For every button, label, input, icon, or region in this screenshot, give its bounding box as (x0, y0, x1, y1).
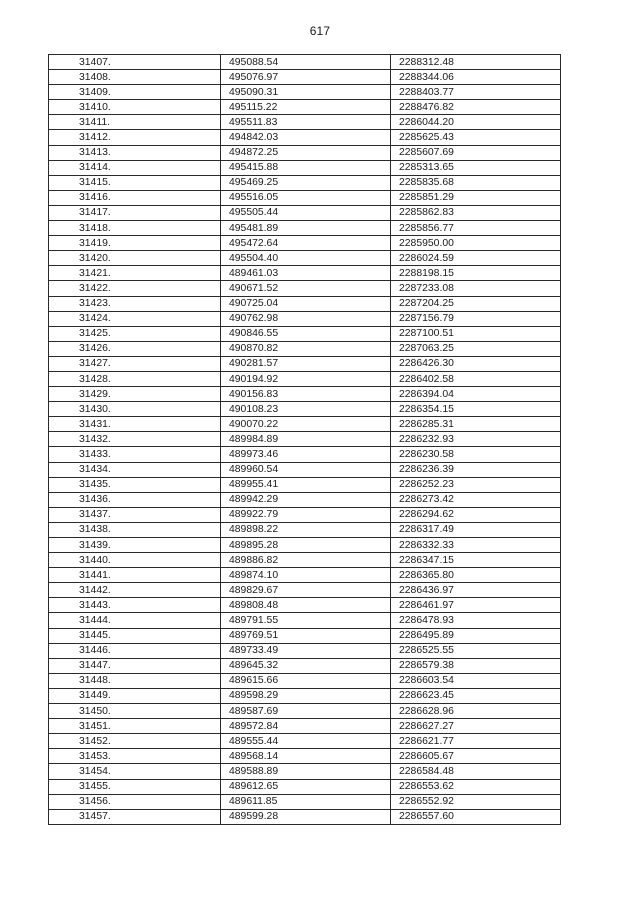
x-coordinate-cell: 495076.97 (221, 70, 391, 85)
y-coordinate-cell: 2286285.31 (391, 417, 561, 432)
table-row (49, 341, 561, 356)
table-row (49, 764, 561, 779)
y-coordinate-cell: 2286495.89 (391, 628, 561, 643)
y-coordinate-cell: 2288312.48 (391, 55, 561, 70)
x-coordinate-cell: 495511.83 (221, 115, 391, 130)
x-coordinate-cell: 490762.98 (221, 311, 391, 326)
x-coordinate-cell: 489611.85 (221, 794, 391, 809)
table-row (49, 568, 561, 583)
point-number-cell: 31407. (49, 55, 221, 70)
x-coordinate-cell: 489588.89 (221, 764, 391, 779)
point-number-cell: 31416. (49, 190, 221, 205)
y-coordinate-cell: 2286236.39 (391, 462, 561, 477)
x-coordinate-cell: 490156.83 (221, 387, 391, 402)
point-number-cell: 31427. (49, 356, 221, 371)
point-number-cell: 31426. (49, 341, 221, 356)
table-row (49, 190, 561, 205)
x-coordinate-cell: 495505.44 (221, 205, 391, 220)
table-row (49, 477, 561, 492)
point-number-cell: 31446. (49, 643, 221, 658)
table-row (49, 70, 561, 85)
y-coordinate-cell: 2286232.93 (391, 432, 561, 447)
y-coordinate-cell: 2285950.00 (391, 236, 561, 251)
x-coordinate-cell: 489645.32 (221, 658, 391, 673)
point-number-cell: 31409. (49, 85, 221, 100)
y-coordinate-cell: 2286579.38 (391, 658, 561, 673)
y-coordinate-cell: 2286436.97 (391, 583, 561, 598)
point-number-cell: 31422. (49, 281, 221, 296)
y-coordinate-cell: 2286426.30 (391, 356, 561, 371)
point-number-cell: 31444. (49, 613, 221, 628)
y-coordinate-cell: 2286584.48 (391, 764, 561, 779)
point-number-cell: 31437. (49, 507, 221, 522)
y-coordinate-cell: 2286317.49 (391, 522, 561, 537)
table-row (49, 130, 561, 145)
x-coordinate-cell: 489572.84 (221, 719, 391, 734)
point-number-cell: 31415. (49, 175, 221, 190)
table-row (49, 658, 561, 673)
x-coordinate-cell: 489555.44 (221, 734, 391, 749)
y-coordinate-cell: 2285607.69 (391, 145, 561, 160)
point-number-cell: 31412. (49, 130, 221, 145)
x-coordinate-cell: 489895.28 (221, 538, 391, 553)
y-coordinate-cell: 2286621.77 (391, 734, 561, 749)
x-coordinate-cell: 489461.03 (221, 266, 391, 281)
y-coordinate-cell: 2286252.23 (391, 477, 561, 492)
x-coordinate-cell: 495481.89 (221, 221, 391, 236)
table-row (49, 402, 561, 417)
x-coordinate-cell: 489599.28 (221, 809, 391, 824)
y-coordinate-cell: 2286623.45 (391, 688, 561, 703)
table-row (49, 613, 561, 628)
table-row (49, 160, 561, 175)
table-row (49, 704, 561, 719)
x-coordinate-cell: 489984.89 (221, 432, 391, 447)
point-number-cell: 31421. (49, 266, 221, 281)
y-coordinate-cell: 2285862.83 (391, 205, 561, 220)
x-coordinate-cell: 489808.48 (221, 598, 391, 613)
table-row (49, 221, 561, 236)
y-coordinate-cell: 2286273.42 (391, 492, 561, 507)
table-row (49, 205, 561, 220)
x-coordinate-cell: 489955.41 (221, 477, 391, 492)
point-number-cell: 31419. (49, 236, 221, 251)
table-row (49, 417, 561, 432)
x-coordinate-cell: 495090.31 (221, 85, 391, 100)
x-coordinate-cell: 494872.25 (221, 145, 391, 160)
y-coordinate-cell: 2286557.60 (391, 809, 561, 824)
y-coordinate-cell: 2287156.79 (391, 311, 561, 326)
y-coordinate-cell: 2286553.62 (391, 779, 561, 794)
table-row (49, 719, 561, 734)
y-coordinate-cell: 2286294.62 (391, 507, 561, 522)
point-number-cell: 31445. (49, 628, 221, 643)
point-number-cell: 31440. (49, 553, 221, 568)
x-coordinate-cell: 489898.22 (221, 522, 391, 537)
y-coordinate-cell: 2287233.08 (391, 281, 561, 296)
y-coordinate-cell: 2286365.80 (391, 568, 561, 583)
y-coordinate-cell: 2285313.65 (391, 160, 561, 175)
point-number-cell: 31410. (49, 100, 221, 115)
x-coordinate-cell: 489829.67 (221, 583, 391, 598)
table-row (49, 673, 561, 688)
point-number-cell: 31451. (49, 719, 221, 734)
y-coordinate-cell: 2286394.04 (391, 387, 561, 402)
x-coordinate-cell: 489615.66 (221, 673, 391, 688)
table-row (49, 522, 561, 537)
table-row (49, 145, 561, 160)
y-coordinate-cell: 2286603.54 (391, 673, 561, 688)
point-number-cell: 31432. (49, 432, 221, 447)
x-coordinate-cell: 489769.51 (221, 628, 391, 643)
table-row (49, 809, 561, 824)
y-coordinate-cell: 2285625.43 (391, 130, 561, 145)
y-coordinate-cell: 2286461.97 (391, 598, 561, 613)
x-coordinate-cell: 490281.57 (221, 356, 391, 371)
table-row (49, 462, 561, 477)
point-number-cell: 31423. (49, 296, 221, 311)
table-row (49, 779, 561, 794)
table-row (49, 55, 561, 70)
point-number-cell: 31408. (49, 70, 221, 85)
x-coordinate-cell: 489791.55 (221, 613, 391, 628)
x-coordinate-cell: 489733.49 (221, 643, 391, 658)
x-coordinate-cell: 495469.25 (221, 175, 391, 190)
y-coordinate-cell: 2286552.92 (391, 794, 561, 809)
y-coordinate-cell: 2285851.29 (391, 190, 561, 205)
y-coordinate-cell: 2286605.67 (391, 749, 561, 764)
x-coordinate-cell: 489922.79 (221, 507, 391, 522)
x-coordinate-cell: 495115.22 (221, 100, 391, 115)
y-coordinate-cell: 2286347.15 (391, 553, 561, 568)
y-coordinate-cell: 2288403.77 (391, 85, 561, 100)
point-number-cell: 31430. (49, 402, 221, 417)
x-coordinate-cell: 489874.10 (221, 568, 391, 583)
table-row (49, 734, 561, 749)
point-number-cell: 31435. (49, 477, 221, 492)
point-number-cell: 31414. (49, 160, 221, 175)
point-number-cell: 31433. (49, 447, 221, 462)
table-row (49, 85, 561, 100)
point-number-cell: 31453. (49, 749, 221, 764)
point-number-cell: 31454. (49, 764, 221, 779)
x-coordinate-cell: 495516.05 (221, 190, 391, 205)
x-coordinate-cell: 489973.46 (221, 447, 391, 462)
y-coordinate-cell: 2287063.25 (391, 341, 561, 356)
y-coordinate-cell: 2286627.27 (391, 719, 561, 734)
table-row (49, 598, 561, 613)
y-coordinate-cell: 2287204.25 (391, 296, 561, 311)
table-row (49, 266, 561, 281)
x-coordinate-cell: 489587.69 (221, 704, 391, 719)
table-row (49, 538, 561, 553)
table-row (49, 643, 561, 658)
table-row (49, 553, 561, 568)
y-coordinate-cell: 2286024.59 (391, 251, 561, 266)
point-number-cell: 31443. (49, 598, 221, 613)
point-number-cell: 31431. (49, 417, 221, 432)
table-row (49, 326, 561, 341)
point-number-cell: 31434. (49, 462, 221, 477)
y-coordinate-cell: 2288344.06 (391, 70, 561, 85)
table-row (49, 492, 561, 507)
point-number-cell: 31429. (49, 387, 221, 402)
point-number-cell: 31439. (49, 538, 221, 553)
table-row (49, 387, 561, 402)
table-row (49, 356, 561, 371)
page-number: 617 (309, 24, 331, 38)
x-coordinate-cell: 490194.92 (221, 371, 391, 386)
x-coordinate-cell: 490108.23 (221, 402, 391, 417)
table-row (49, 507, 561, 522)
table-row (49, 371, 561, 386)
x-coordinate-cell: 490671.52 (221, 281, 391, 296)
y-coordinate-cell: 2285856.77 (391, 221, 561, 236)
point-number-cell: 31425. (49, 326, 221, 341)
y-coordinate-cell: 2286332.33 (391, 538, 561, 553)
y-coordinate-cell: 2287100.51 (391, 326, 561, 341)
x-coordinate-cell: 490846.55 (221, 326, 391, 341)
x-coordinate-cell: 495504.40 (221, 251, 391, 266)
y-coordinate-cell: 2286230.58 (391, 447, 561, 462)
table-row (49, 100, 561, 115)
y-coordinate-cell: 2286044.20 (391, 115, 561, 130)
x-coordinate-cell: 490070.22 (221, 417, 391, 432)
table-row (49, 749, 561, 764)
point-number-cell: 31428. (49, 371, 221, 386)
x-coordinate-cell: 489886.82 (221, 553, 391, 568)
table-row (49, 115, 561, 130)
table-row (49, 251, 561, 266)
point-number-cell: 31456. (49, 794, 221, 809)
y-coordinate-cell: 2286525.55 (391, 643, 561, 658)
y-coordinate-cell: 2285835.68 (391, 175, 561, 190)
table-row (49, 794, 561, 809)
table-row (49, 628, 561, 643)
point-number-cell: 31449. (49, 688, 221, 703)
x-coordinate-cell: 495472.64 (221, 236, 391, 251)
point-number-cell: 31424. (49, 311, 221, 326)
table-row (49, 296, 561, 311)
coordinates-table-body (49, 55, 561, 825)
table-row (49, 311, 561, 326)
point-number-cell: 31411. (49, 115, 221, 130)
table-row (49, 583, 561, 598)
table-row (49, 432, 561, 447)
point-number-cell: 31447. (49, 658, 221, 673)
point-number-cell: 31457. (49, 809, 221, 824)
point-number-cell: 31452. (49, 734, 221, 749)
table-row (49, 175, 561, 190)
x-coordinate-cell: 489960.54 (221, 462, 391, 477)
x-coordinate-cell: 489568.14 (221, 749, 391, 764)
y-coordinate-cell: 2286354.15 (391, 402, 561, 417)
point-number-cell: 31448. (49, 673, 221, 688)
point-number-cell: 31420. (49, 251, 221, 266)
y-coordinate-cell: 2286628.96 (391, 704, 561, 719)
point-number-cell: 31450. (49, 704, 221, 719)
point-number-cell: 31442. (49, 583, 221, 598)
y-coordinate-cell: 2286478.93 (391, 613, 561, 628)
x-coordinate-cell: 490725.04 (221, 296, 391, 311)
x-coordinate-cell: 490870.82 (221, 341, 391, 356)
y-coordinate-cell: 2288476.82 (391, 100, 561, 115)
table-row (49, 281, 561, 296)
point-number-cell: 31438. (49, 522, 221, 537)
point-number-cell: 31436. (49, 492, 221, 507)
table-row (49, 236, 561, 251)
point-number-cell: 31413. (49, 145, 221, 160)
point-number-cell: 31418. (49, 221, 221, 236)
point-number-cell: 31441. (49, 568, 221, 583)
x-coordinate-cell: 489612.65 (221, 779, 391, 794)
x-coordinate-cell: 489942.29 (221, 492, 391, 507)
x-coordinate-cell: 494842.03 (221, 130, 391, 145)
table-row (49, 447, 561, 462)
point-number-cell: 31455. (49, 779, 221, 794)
x-coordinate-cell: 495088.54 (221, 55, 391, 70)
table-row (49, 688, 561, 703)
point-number-cell: 31417. (49, 205, 221, 220)
y-coordinate-cell: 2286402.58 (391, 371, 561, 386)
y-coordinate-cell: 2288198.15 (391, 266, 561, 281)
coordinates-table (48, 54, 561, 825)
x-coordinate-cell: 489598.29 (221, 688, 391, 703)
x-coordinate-cell: 495415.88 (221, 160, 391, 175)
